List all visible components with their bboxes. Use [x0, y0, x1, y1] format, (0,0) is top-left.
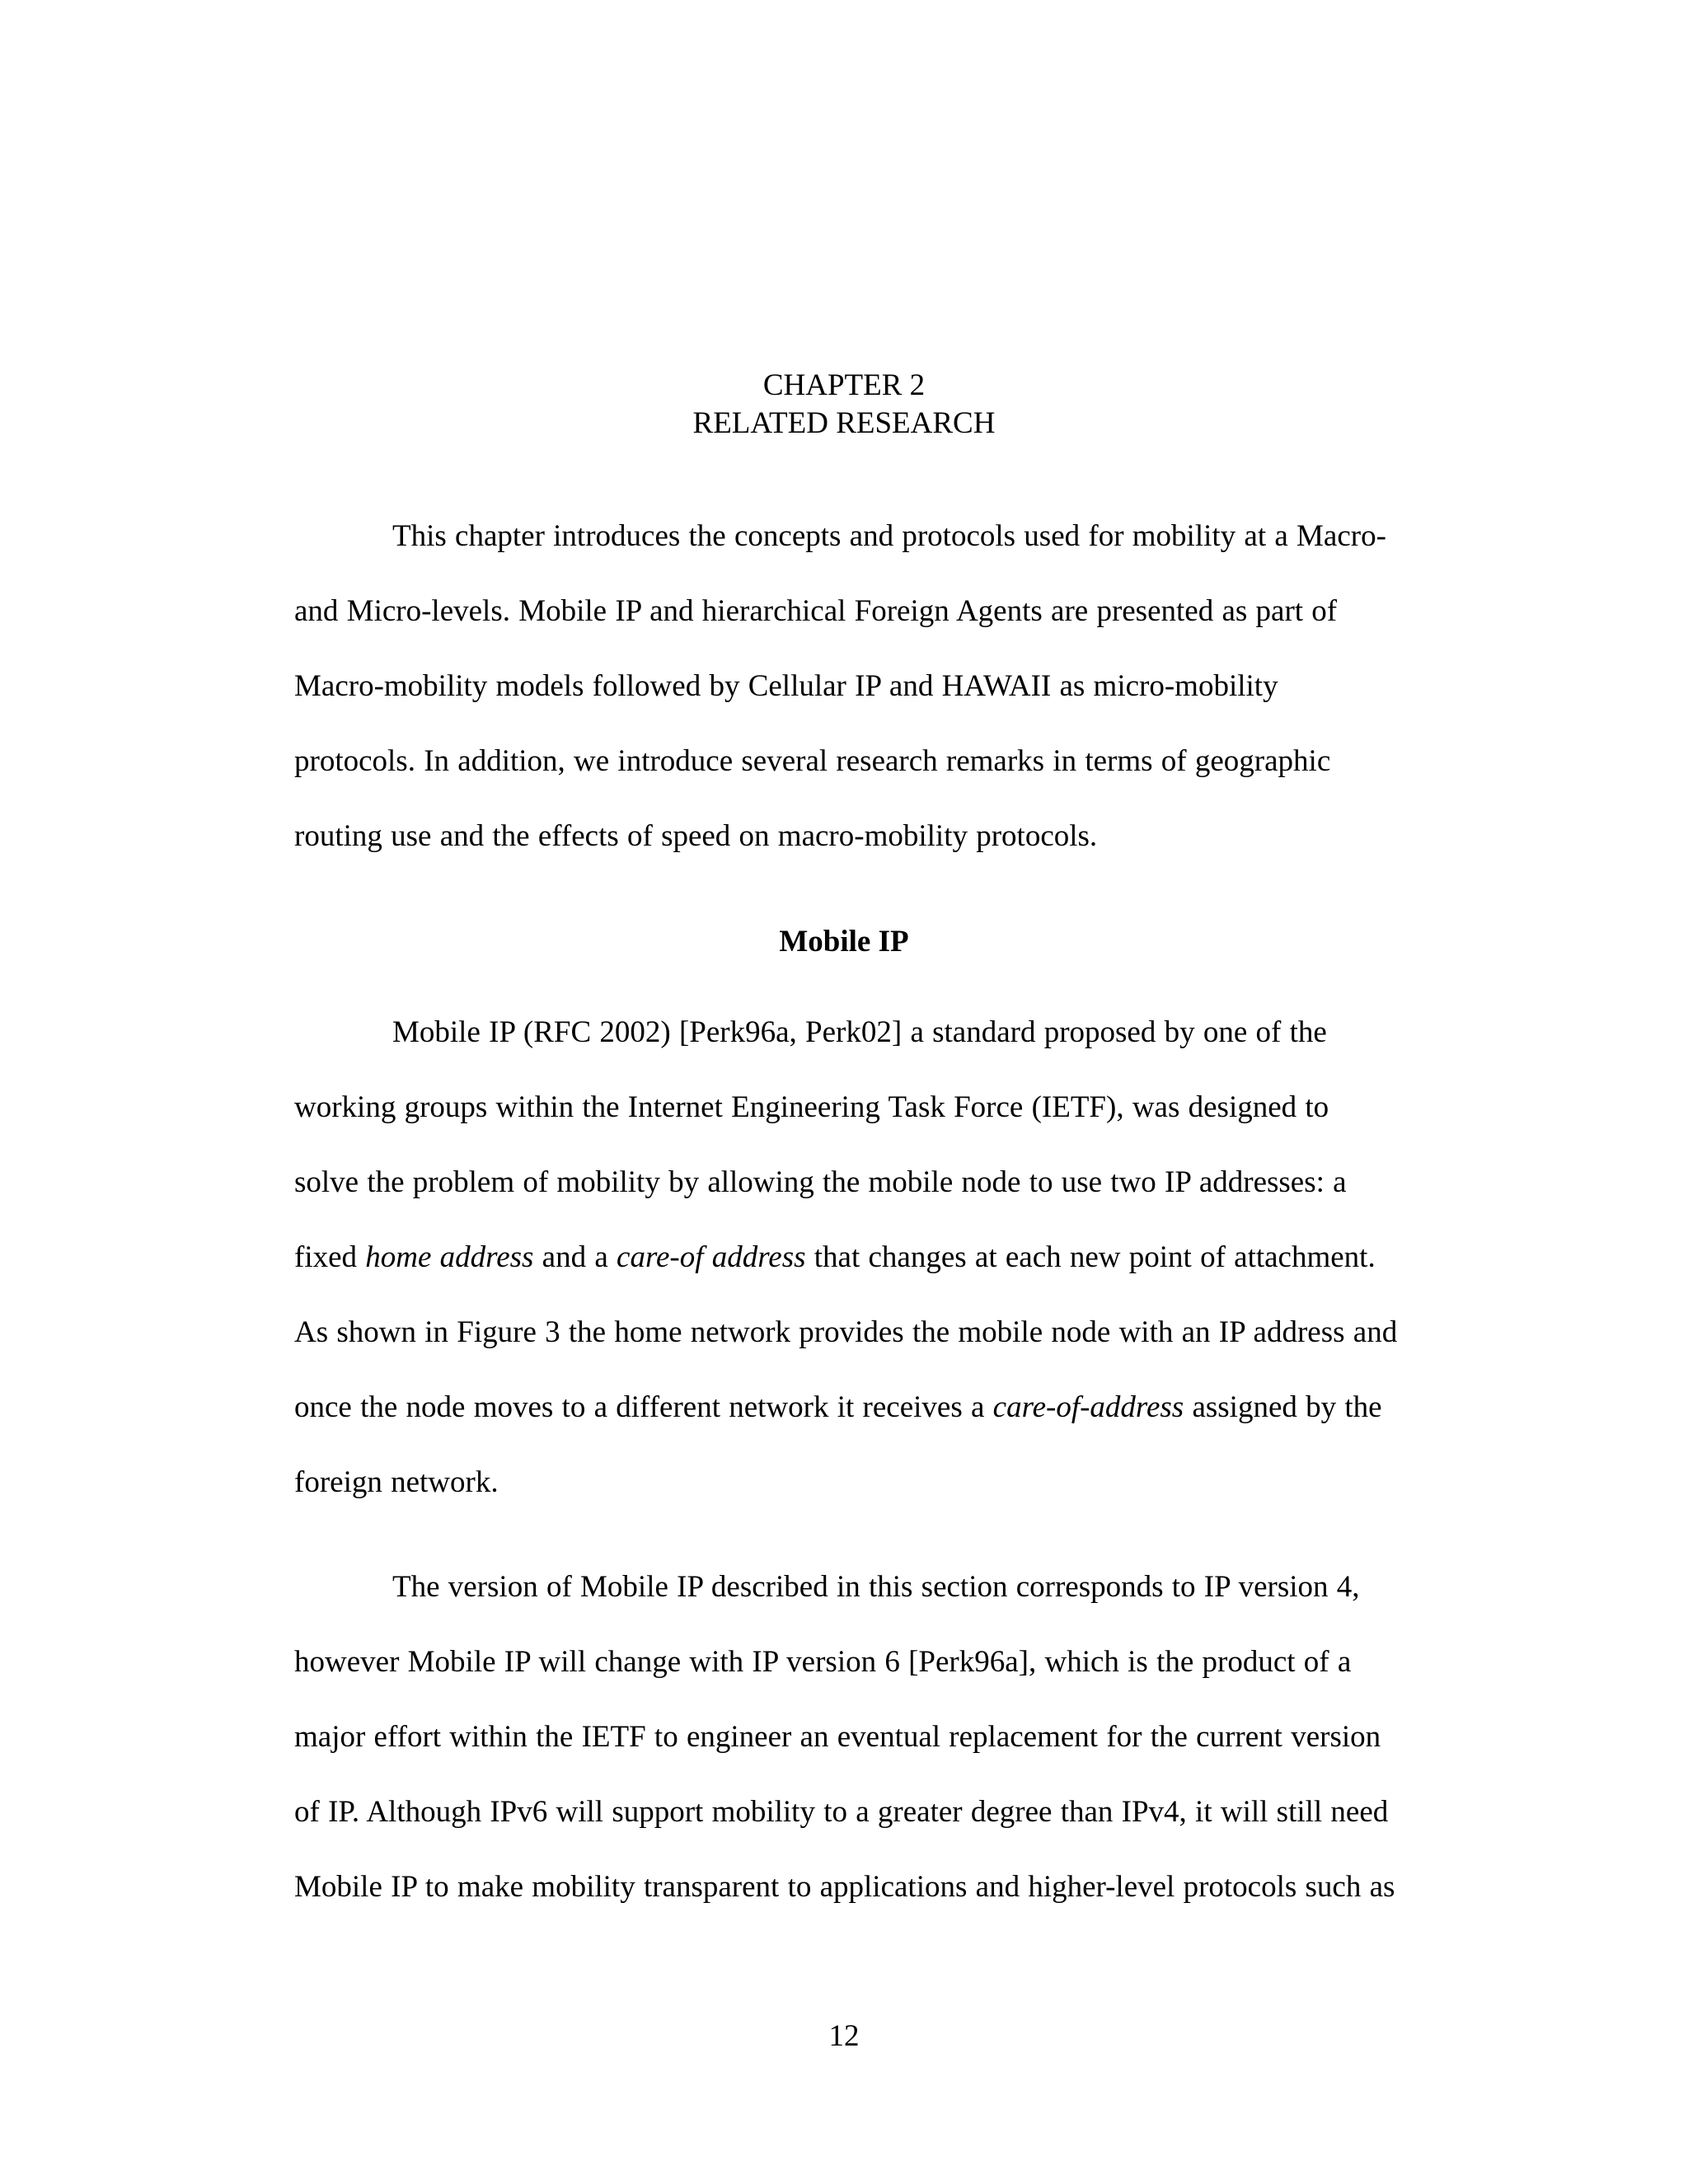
term-home-address: home address	[365, 1240, 534, 1274]
intro-line: and Micro-levels. Mobile IP and hierarchical Foreign Agents are presented as part of	[294, 594, 1338, 628]
intro-line: routing use and the effects of speed on macro-mobility protocols.	[294, 819, 1098, 853]
text-run: assigned by the	[1184, 1390, 1382, 1424]
paragraph-line	[294, 1370, 1465, 1445]
chapter-title: RELATED RESEARCH	[692, 406, 996, 440]
intro-line: This chapter introduces the concepts and protocols used for mobility at a Macro-	[392, 519, 1386, 553]
paragraph-line: Mobile IP (RFC 2002) [Perk96a, Perk02] a standard proposed by one of the	[392, 1015, 1327, 1049]
paragraph-line: however Mobile IP will change with IP version 6 [Perk96a], which is the product of a	[294, 1645, 1352, 1679]
paragraph-line: As shown in Figure 3 the home network provides the mobile node with an IP address and	[294, 1315, 1398, 1349]
paragraph-line: of IP. Although IPv6 will support mobility to a greater degree than IPv4, it will still need	[294, 1795, 1389, 1829]
intro-line: Macro-mobility models followed by Cellular IP and HAWAII as micro-mobility	[294, 669, 1278, 703]
paragraph-line: Mobile IP to make mobility transparent to applications and higher-level protocols such as	[294, 1870, 1395, 1904]
text-run: fixed	[294, 1240, 366, 1274]
term-care-of-address: care-of address	[617, 1240, 806, 1274]
paragraph-line: The version of Mobile IP described in this section corresponds to IP version 4,	[392, 1570, 1360, 1604]
chapter-heading	[0, 367, 1688, 443]
paragraph-line	[294, 1220, 1465, 1295]
paragraph-line: working groups within the Internet Engineering Task Force (IETF), was designed to	[294, 1090, 1329, 1124]
mobile-ip-paragraph-2	[294, 1549, 1465, 1924]
intro-paragraph	[294, 499, 1465, 874]
chapter-number: CHAPTER 2	[762, 368, 926, 402]
paragraph-line: solve the problem of mobility by allowing the mobile node to use two IP addresses: a	[294, 1165, 1347, 1199]
section-heading-mobile-ip: Mobile IP	[779, 925, 909, 958]
page-number: 12	[828, 2019, 860, 2053]
text-run: that changes at each new point of attachment.	[805, 1240, 1376, 1274]
intro-line: protocols. In addition, we introduce several research remarks in terms of geographic	[294, 744, 1331, 778]
term-care-of-address: care-of-address	[992, 1390, 1184, 1424]
paragraph-line: major effort within the IETF to engineer an eventual replacement for the current version	[294, 1720, 1381, 1754]
text-run: and a	[533, 1240, 617, 1274]
paragraph-line: foreign network.	[294, 1465, 499, 1499]
mobile-ip-paragraph-1	[294, 995, 1465, 1520]
text-run: once the node moves to a different network it receives a	[294, 1390, 993, 1424]
